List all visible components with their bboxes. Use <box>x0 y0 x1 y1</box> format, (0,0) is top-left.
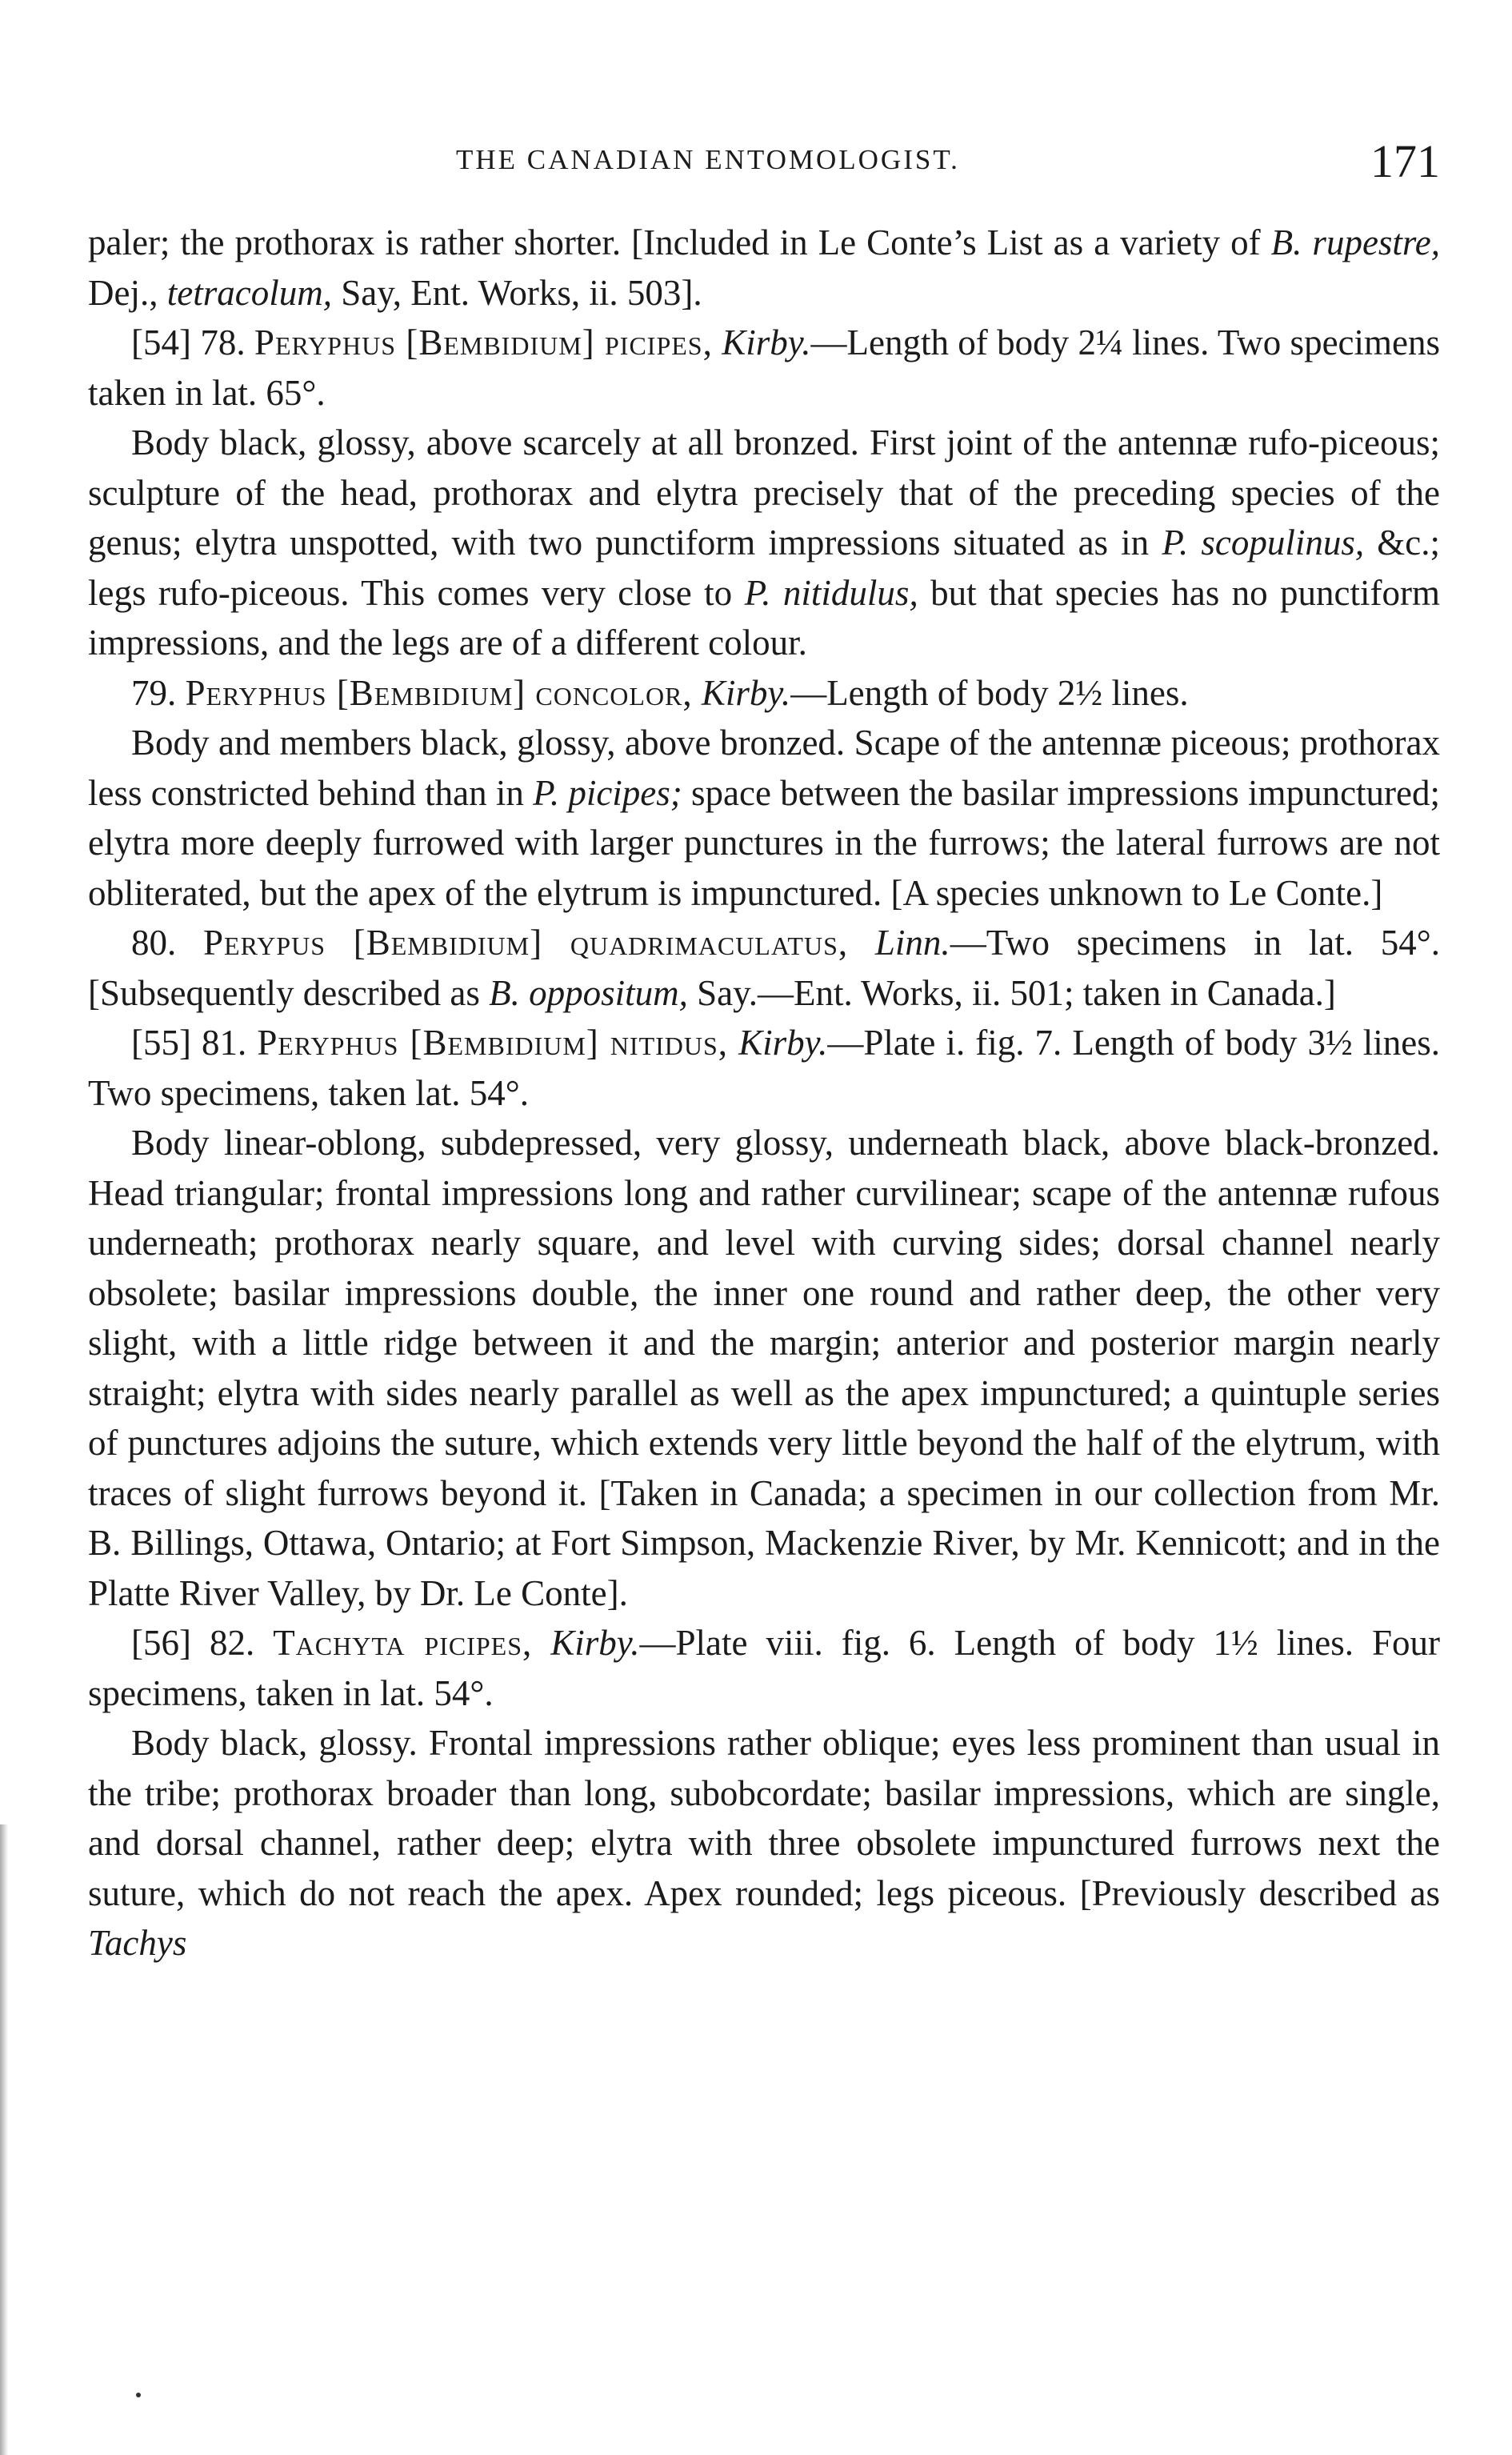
taxon-name: Peryphus [Bembidium] nitidus, <box>257 1023 729 1063</box>
entry-81-description <box>88 1118 1440 1618</box>
text-run: Body black, glossy, above scarcely at all bronzed. First joint of the antennæ rufo-piceous; sculpture of the head, prothorax and elytra precisely that of the preceding species of the genus; elytra unspotted, with two punctiform impressions situated as in <box>88 423 1440 563</box>
text-run: —Two specimens in lat. 54°. [Subsequently described as <box>88 923 1441 1013</box>
author-name: Kirby. <box>722 322 811 362</box>
taxon-name: Peryphus [Bembidium] concolor, <box>185 672 693 713</box>
author-name: Kirby. <box>738 1023 828 1063</box>
text-run: space between the basilar impressions impunctured; elytra more deeply furrowed with larger punctures in the furrows; the lateral furrows are not obliterated, but the apex of the elytrum is impunctured. [A species unknown to Le Conte.] <box>88 772 1441 913</box>
text-run: Say, Ent. Works, ii. 503]. <box>331 272 702 313</box>
text-run: Dej., <box>88 272 167 313</box>
text-run: —Length of body 2¼ lines. Two specimens taken in lat. 65°. <box>88 322 1441 413</box>
entry-number: [54] 78. <box>131 322 254 362</box>
author-name: Kirby. <box>550 1623 640 1663</box>
species-name: P. scopulinus, <box>1162 523 1365 563</box>
text-run <box>693 673 702 713</box>
entry-79-description <box>88 718 1440 918</box>
taxon-name: Perypus [Bembidium] quadrimaculatus, <box>203 923 849 963</box>
page-binding-shadow <box>0 1824 8 2455</box>
species-name: P. nitidulus, <box>744 572 918 613</box>
text-run: Body black, glossy. Frontal impressions rather oblique; eyes less prominent than usual in the tribe; prothorax broader than long, subobcordate; basilar impressions, which are single, and dorsal channel, rather deep; elytra with three obsolete impunctured furrows next the suture, which do not reach the apex. Apex rounded; legs piceous. [Previously described as <box>88 1723 1440 1913</box>
text-run: &c.; legs rufo-piceous. This comes very close to <box>88 523 1440 613</box>
taxon-name: Tachyta picipes, <box>273 1623 533 1663</box>
entry-82-heading <box>88 1618 1440 1718</box>
entry-78-description <box>88 418 1440 668</box>
text-run: —Length of body 2½ lines. <box>790 672 1189 713</box>
entry-number: 80. <box>131 923 204 963</box>
species-name: B. oppositum, <box>489 972 688 1013</box>
text-run: —Plate i. fig. 7. Length of body 3½ lines. Two specimens, taken lat. 54°. <box>88 1023 1440 1113</box>
text-run <box>532 1623 550 1663</box>
entry-80 <box>88 918 1440 1018</box>
genus-name: Tachys <box>88 1923 187 1963</box>
entry-number: [55] 81. <box>131 1023 258 1063</box>
author-name: Linn. <box>874 923 950 963</box>
entry-number: 79. <box>131 672 186 713</box>
text-run: paler; the prothorax is rather shorter. [Included in Le Conte’s List as a variety of <box>88 222 1271 262</box>
author-name: Kirby. <box>701 672 791 713</box>
entry-82-description <box>88 1718 1440 1968</box>
species-name: P. picipes; <box>533 772 682 813</box>
body-text <box>88 218 1440 1968</box>
text-run: Body and members black, glossy, above bronzed. Scape of the antennæ piceous; prothorax less constricted behind than in <box>88 723 1440 813</box>
paragraph-continuation <box>88 218 1440 318</box>
text-run: —Plate viii. fig. 6. Length of body 1½ lines. Four specimens, taken in lat. 54°. <box>88 1623 1440 1713</box>
text-run <box>713 322 722 362</box>
entry-79-heading <box>88 668 1440 719</box>
page-number: 171 <box>1370 135 1440 187</box>
entry-81-heading <box>88 1018 1440 1118</box>
text-run: Say.—Ent. Works, ii. 501; taken in Canada.] <box>687 972 1336 1013</box>
running-title: THE CANADIAN ENTOMOLOGIST. <box>456 144 960 175</box>
text-run: Body linear-oblong, subdepressed, very glossy, underneath black, above black-bronzed. Head triangular; frontal impressions long and rather curvilinear; scape of the antennæ rufous underneath; prothorax nearly square, and level with curving sides; dorsal channel nearly obsolete; basilar impressions double, the inner one round and rather deep, the other very slight, with a little ridge between it and the margin; anterior and posterior margin nearly straight; elytra with sides nearly parallel as well as the apex impunctured; a quintuple series of punctures adjoins the suture, which extends very little beyond the half of the elytrum, with traces of slight furrows beyond it. [Taken in Canada; a specimen in our collection from Mr. B. Billings, Ottawa, Ontario; at Fort Simpson, Mackenzie River, by Mr. Kennicott; and in the Platte River Valley, by Dr. Le Conte]. <box>88 1123 1440 1613</box>
species-name: tetracolum, <box>166 272 332 313</box>
entry-number: [56] 82. <box>131 1623 274 1663</box>
text-run: but that species has no punctiform impressions, and the legs are of a different colour. <box>88 572 1440 663</box>
species-name: B. rupestre, <box>1270 222 1440 262</box>
text-run <box>728 1023 738 1063</box>
entry-78-heading <box>88 318 1440 418</box>
text-run <box>848 923 875 963</box>
ink-dot <box>136 2393 141 2397</box>
page-header <box>88 134 1440 198</box>
document-page <box>88 0 1440 2455</box>
taxon-name: Peryphus [Bembidium] picipes, <box>254 322 713 362</box>
